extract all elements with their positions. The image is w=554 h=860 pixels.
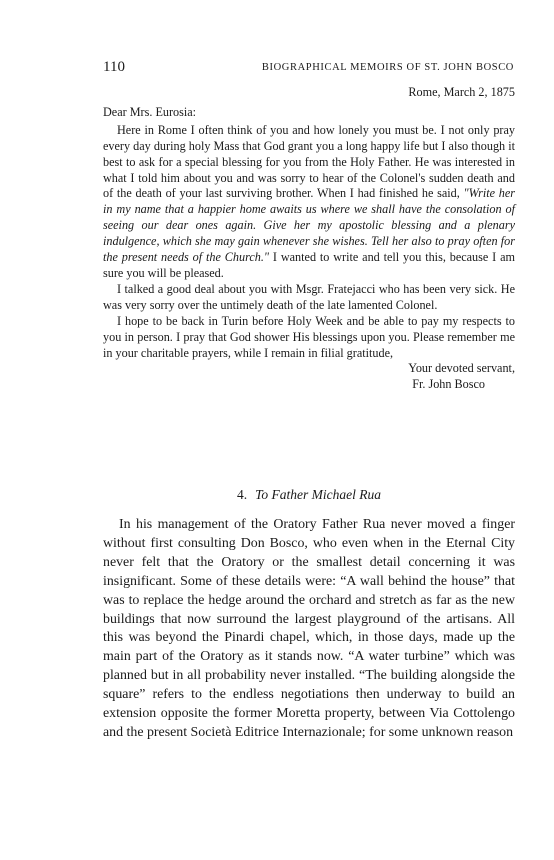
page-number: 110 xyxy=(103,59,125,75)
letter-paragraph-1 xyxy=(103,123,515,282)
letter-dateline: Rome, March 2, 1875 xyxy=(408,85,515,99)
letter-closing: Your devoted servant, xyxy=(408,361,515,376)
letter-salutation: Dear Mrs. Eurosia: xyxy=(103,104,197,119)
section-paragraph-1: In his management of the Oratory Father Rua never moved a finger without first consulting Don Bosco, who even when in the Eternal City never felt that the Oratory or the smallest detail concerning it was insignificant. Some of these details were: “A wall behind the house” that was to replace the hedge around the orchard and stretch as far as the new buildings that now surround the largest playground of the artisans. All this was beyond the Pinardi chapel, which, in those days, made up the main part of the Oratory as it stands now. “A water turbine” which was planned but in all probability never installed. “The building alongside the square” refers to the endless negotiations then underway to build an extension opposite the former Moretta property, between Via Cottolengo and the present Società Editrice Internazionale; for some unknown reason xyxy=(103,517,515,740)
running-head: BIOGRAPHICAL MEMOIRS OF ST. JOHN BOSCO xyxy=(261,62,514,73)
letter-paragraph-1-start: Here in Rome I often think of you and how lonely you must be. I not only pray every day during holy Mass that God grant you a long happy life but I also though it best to ask for a special blessing for you from the Holy Father. He was interested in what I told him about you and was sorry to hear of the Colonel's sudden death and of the death of your last surviving brother. When I had finished he said, xyxy=(103,122,515,201)
letter-paragraph-3: I hope to be back in Turin before Holy Week and be able to pay my respects to you in person. I pray that God shower His blessings upon you. Please remember me in your charitable prayers, while I remain in filial gratitude, xyxy=(103,313,515,360)
letter xyxy=(103,85,515,393)
letter-signature: Fr. John Bosco xyxy=(412,377,485,392)
page-header xyxy=(103,59,514,79)
section-number: 4. xyxy=(237,487,248,502)
section-body xyxy=(103,516,515,743)
letter-paragraph-2: I talked a good deal about you with Msgr. Fratejacci who has been very sick. He was very sorry over the untimely death of the late lamented Colonel. xyxy=(103,281,515,312)
section-heading xyxy=(103,487,515,503)
letter-paragraph-1-end: I wanted to write and tell you this, because I am sure you will be pleased. xyxy=(103,250,515,280)
pope-quote: "Write her in my name that a happier home awaits us where we shall have the consolation of seeing our dear ones again. Give her my apostolic blessing and a plenary indulgence, which she may gain whenever she wishes. Tell her also to pray often for the present needs of the Church." xyxy=(103,186,515,265)
section-title: To Father Michael Rua xyxy=(255,487,381,502)
